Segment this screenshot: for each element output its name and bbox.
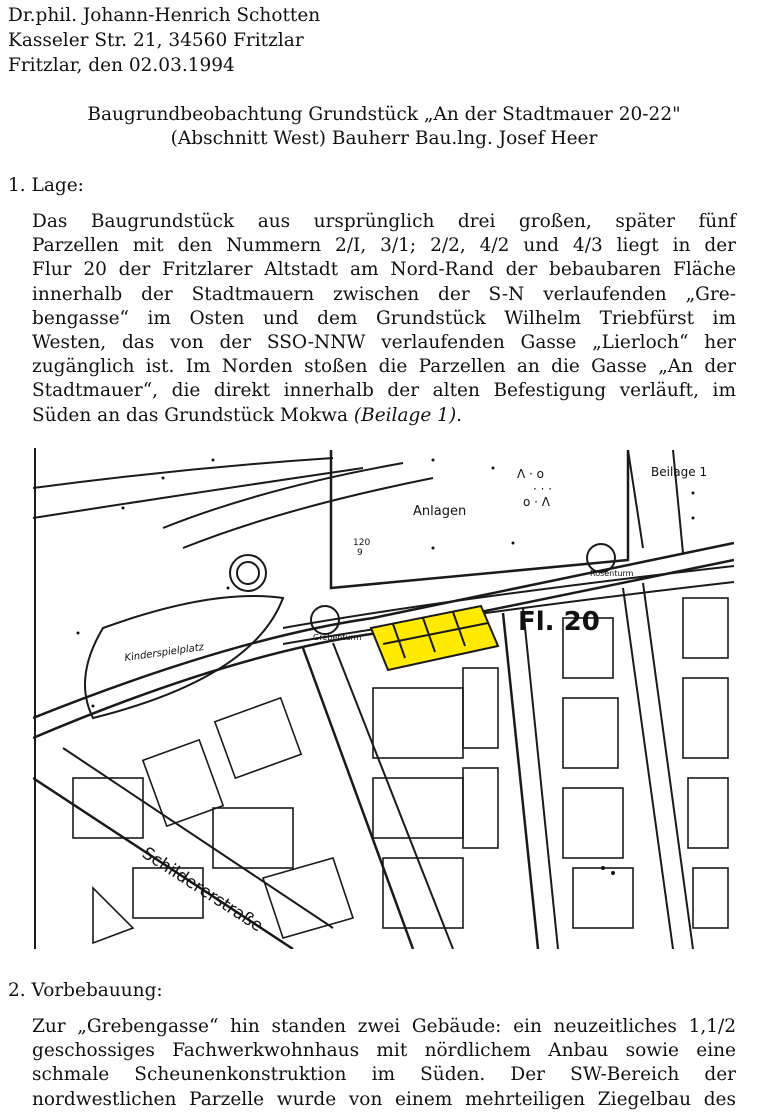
text-line: innerhalb der Stadtmauern zwischen der S-N verlaufenden „Gre- [32, 283, 736, 305]
text-line: Flur 20 der Fritzlarer Altstadt am Nord-Rand der bebaubaren Fläche [32, 259, 736, 281]
map-parcel-number-bottom: 9 [357, 548, 363, 558]
svg-text:o · Λ: o · Λ [523, 495, 550, 509]
document-subtitle: (Abschnitt West) Bauherr Bau.lng. Josef Heer [170, 128, 598, 149]
section-body-vorbebauung [32, 1015, 736, 1112]
document-date: Fritzlar, den 02.03.1994 [8, 55, 235, 76]
text-line: bengasse“ im Osten und dem Grundstück Wilhelm Triebfürst im [32, 307, 736, 329]
svg-text:· · ·: · · · [533, 482, 553, 496]
text-line: schmale Scheunenkonstruktion im Süden. Der SW-Bereich der [32, 1064, 736, 1086]
text-fragment: . [456, 404, 463, 426]
section-heading-lage: 1. Lage: [8, 175, 84, 196]
text-line: nordwestlichen Parzelle wurde von einem mehrteiligen Ziegelbau des [32, 1088, 736, 1110]
map-parcel-number-top: 120 [353, 538, 371, 548]
text-line: geschossiges Fachwerkwohnhaus mit nördlichem Anbau sowie eine [32, 1040, 736, 1062]
text-line: Das Baugrundstück aus ursprünglich drei großen, später fünf [32, 211, 736, 232]
author-address: Kasseler Str. 21, 34560 Fritzlar [8, 30, 304, 51]
map-flur-label: Fl. 20 [518, 607, 600, 637]
text-line: Stadtmauer“, die direkt innerhalb der alten Befestigung verläuft, im [32, 380, 736, 402]
section-heading-vorbebauung: 2. Vorbebauung: [8, 980, 163, 1001]
text-line: Zur „Grebengasse“ hin standen zwei Gebäude: ein neuzeitliches 1,1/2 [32, 1016, 736, 1037]
map-beilage-label: Beilage 1 [651, 465, 708, 479]
text-fragment: Süden an das Grundstück Mokwa [32, 404, 354, 426]
beilage-reference: (Beilage 1) [353, 404, 457, 426]
text-line: zugänglich ist. Im Norden stoßen die Parzellen an die Gasse „An der [32, 356, 736, 378]
text-line [32, 404, 736, 428]
svg-text:Λ · o: Λ · o [517, 467, 544, 481]
map-rosenturm-label: Rosenturm [590, 569, 634, 578]
cadastral-map [33, 448, 734, 949]
author-name: Dr.phil. Johann-Henrich Schotten [8, 5, 321, 26]
document-title: Baugrundbeobachtung Grundstück „An der Stadtmauer 20-22" [87, 104, 681, 125]
map-kinderspielplatz-label: Kinderspielplatz [123, 641, 205, 664]
map-grebenturm-label: Grebenturm [313, 633, 362, 642]
map-anlagen-label: Anlagen [413, 504, 467, 519]
map-schildererstrasse-label: Schildererstraße [138, 843, 267, 937]
text-line: Westen, das von der SSO-NNW verlaufenden Gasse „Lierloch“ her [32, 332, 736, 354]
text-line: Parzellen mit den Nummern 2/I, 3/1; 2/2, 4/2 und 4/3 liegt in der [32, 235, 736, 257]
section-body-lage [32, 210, 736, 428]
